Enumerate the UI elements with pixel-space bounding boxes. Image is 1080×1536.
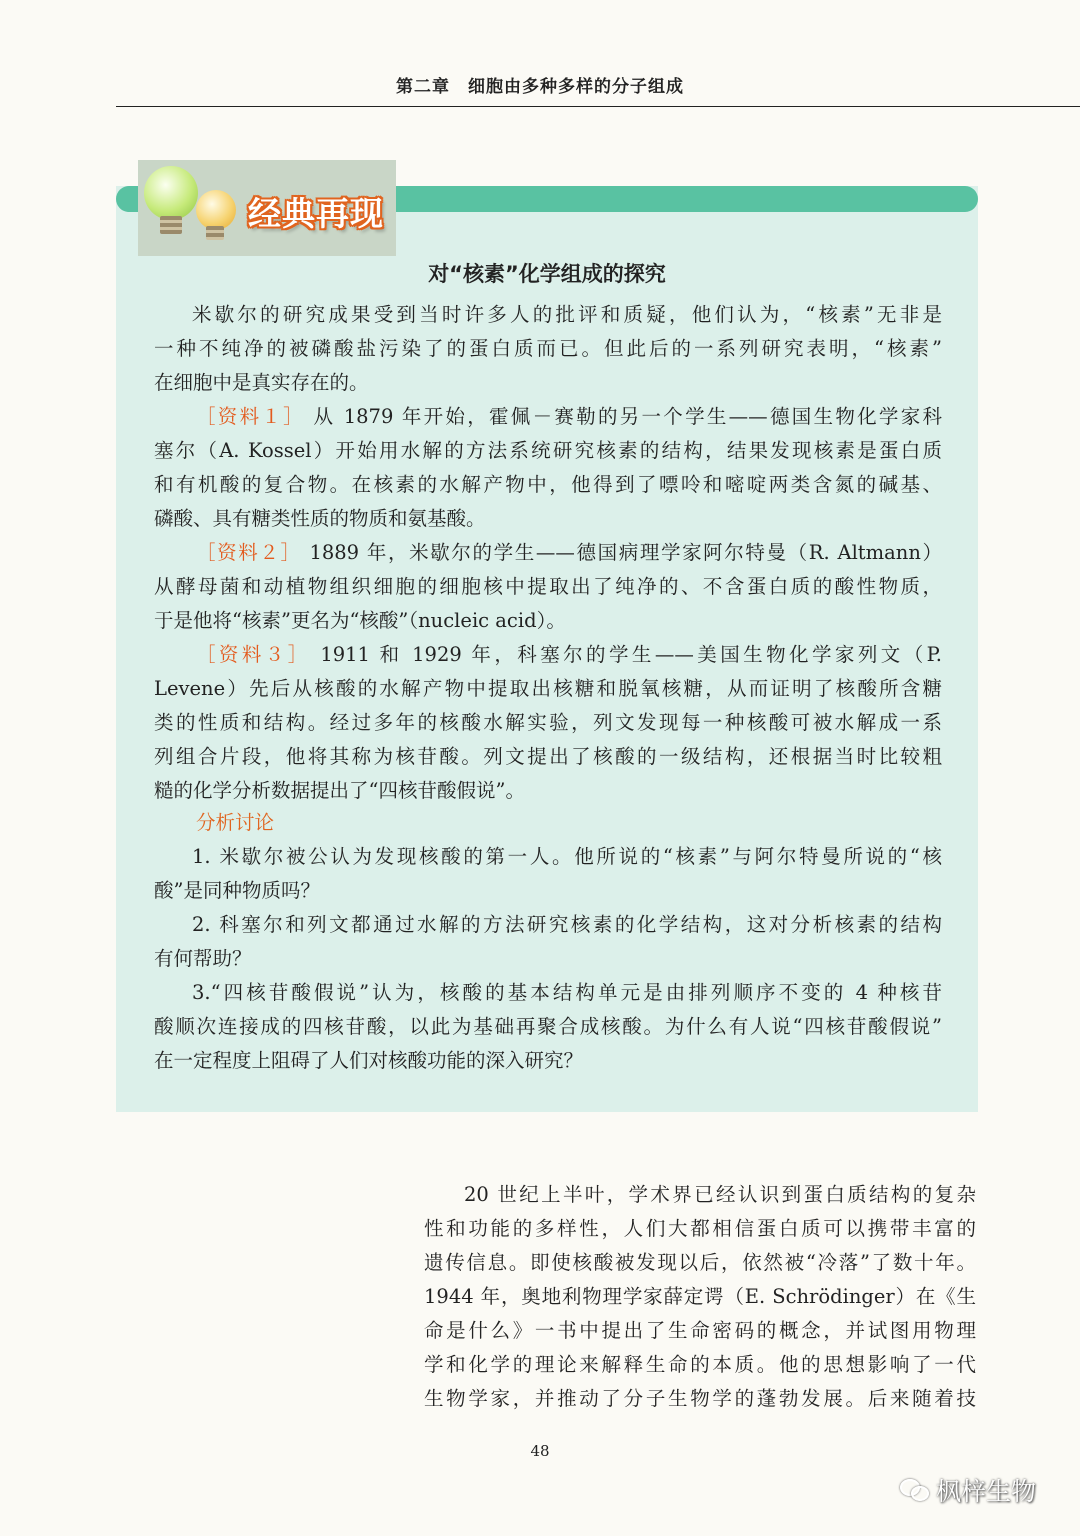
material-3-line: 类的性质和结构。经过多年的核酸水解实验，列文发现每一种核酸可被水解成一系 bbox=[154, 711, 942, 734]
material-1-line: 塞尔（A. Kossel）开始用水解的方法系统研究核素的结构，结果发现核素是蛋白质 bbox=[154, 439, 942, 462]
discussion-title: 分析讨论 bbox=[196, 811, 275, 834]
intro-line: 一种不纯净的被磷酸盐污染了的蛋白质而已。但此后的一系列研究表明，“核素” bbox=[154, 337, 942, 360]
question-3-line: 3.“四核苷酸假说”认为，核酸的基本结构单元是由排列顺序不变的 4 种核苷 bbox=[192, 981, 942, 1004]
material-3-line bbox=[196, 638, 942, 672]
material-1-text: 从 1879 年开始，霍佩－赛勒的另一个学生——德国生物化学家科 bbox=[313, 405, 942, 428]
question-1-line: 酸”是同种物质吗？ bbox=[154, 879, 320, 902]
question-1-line: 1. 米歇尔被公认为发现核酸的第一人。他所说的“核素”与阿尔特曼所说的“核 bbox=[192, 845, 942, 868]
green-bulb-icon bbox=[144, 166, 198, 220]
green-bulb-base-icon bbox=[160, 216, 182, 234]
section-title: 对“核素”化学组成的探究 bbox=[428, 262, 666, 286]
watermark-text: 枫梓生物 bbox=[936, 1477, 1037, 1506]
body-line: 遗传信息。即使核酸被发现以后，依然被“冷落”了数十年。 bbox=[424, 1251, 976, 1274]
question-3-line: 酸顺次连接成的四核苷酸，以此为基础再聚合成核酸。为什么有人说“四核苷酸假说” bbox=[154, 1015, 942, 1038]
material-1-line bbox=[196, 400, 942, 434]
body-line: 生物学家，并推动了分子生物学的蓬勃发展。后来随着技 bbox=[424, 1387, 976, 1410]
material-1-tag: ［资料１］ bbox=[196, 405, 305, 428]
watermark bbox=[900, 1472, 1036, 1508]
material-3-line: 糙的化学分析数据提出了“四核苷酸假说”。 bbox=[154, 779, 525, 802]
material-1-line: 和有机酸的复合物。在核素的水解产物中，他得到了嘌呤和嘧啶两类含氮的碱基、 bbox=[154, 473, 942, 496]
yellow-bulb-base-icon bbox=[206, 226, 224, 240]
chapter-header: 第二章 细胞由多种多样的分子组成 bbox=[396, 77, 684, 97]
badge-title: 经典再现 bbox=[248, 194, 384, 233]
material-2-line: 从酵母菌和动植物组织细胞的细胞核中提取出了纯净的、不含蛋白质的酸性物质， bbox=[154, 575, 942, 598]
material-2-text: 1889 年，米歇尔的学生——德国病理学家阿尔特曼（R. Altmann） bbox=[309, 541, 942, 564]
material-2-line bbox=[196, 536, 942, 570]
material-3-line: Levene）先后从核酸的水解产物中提取出核糖和脱氧核糖，从而证明了核酸所含糖 bbox=[154, 677, 942, 700]
header-rule bbox=[116, 106, 1080, 107]
yellow-bulb-icon bbox=[196, 190, 236, 230]
body-line: 20 世纪上半叶，学术界已经认识到蛋白质结构的复杂 bbox=[464, 1183, 976, 1206]
material-1-line: 磷酸、具有糖类性质的物质和氨基酸。 bbox=[154, 507, 486, 530]
body-line: 1944 年，奥地利物理学家薛定谔（E. Schrödinger）在《生 bbox=[424, 1285, 976, 1308]
material-3-tag: ［资料３］ bbox=[196, 643, 311, 666]
intro-line: 米歇尔的研究成果受到当时许多人的批评和质疑，他们认为，“核素”无非是 bbox=[192, 303, 942, 326]
material-3-line: 列组合片段，他将其称为核苷酸。列文提出了核酸的一级结构，还根据当时比较粗 bbox=[154, 745, 942, 768]
material-3-text: 1911 和 1929 年，科塞尔的学生——美国生物化学家列文（P. bbox=[320, 643, 942, 666]
body-line: 学和化学的理论来解释生命的本质。他的思想影响了一代 bbox=[424, 1353, 976, 1376]
page-number: 48 bbox=[530, 1442, 550, 1460]
wechat-icon bbox=[900, 1477, 930, 1503]
intro-line: 在细胞中是真实存在的。 bbox=[154, 371, 369, 394]
body-line: 命是什么》一书中提出了生命密码的概念，并试图用物理 bbox=[424, 1319, 976, 1342]
question-3-line: 在一定程度上阻碍了人们对核酸功能的深入研究？ bbox=[154, 1049, 584, 1072]
material-2-tag: ［资料２］ bbox=[196, 541, 302, 564]
body-line: 性和功能的多样性，人们大都相信蛋白质可以携带丰富的 bbox=[424, 1217, 976, 1240]
question-2-line: 2. 科塞尔和列文都通过水解的方法研究核素的化学结构，这对分析核素的结构 bbox=[192, 913, 942, 936]
question-2-line: 有何帮助？ bbox=[154, 947, 252, 970]
material-2-line: 于是他将“核素”更名为“核酸”（nucleic acid）。 bbox=[154, 609, 566, 632]
